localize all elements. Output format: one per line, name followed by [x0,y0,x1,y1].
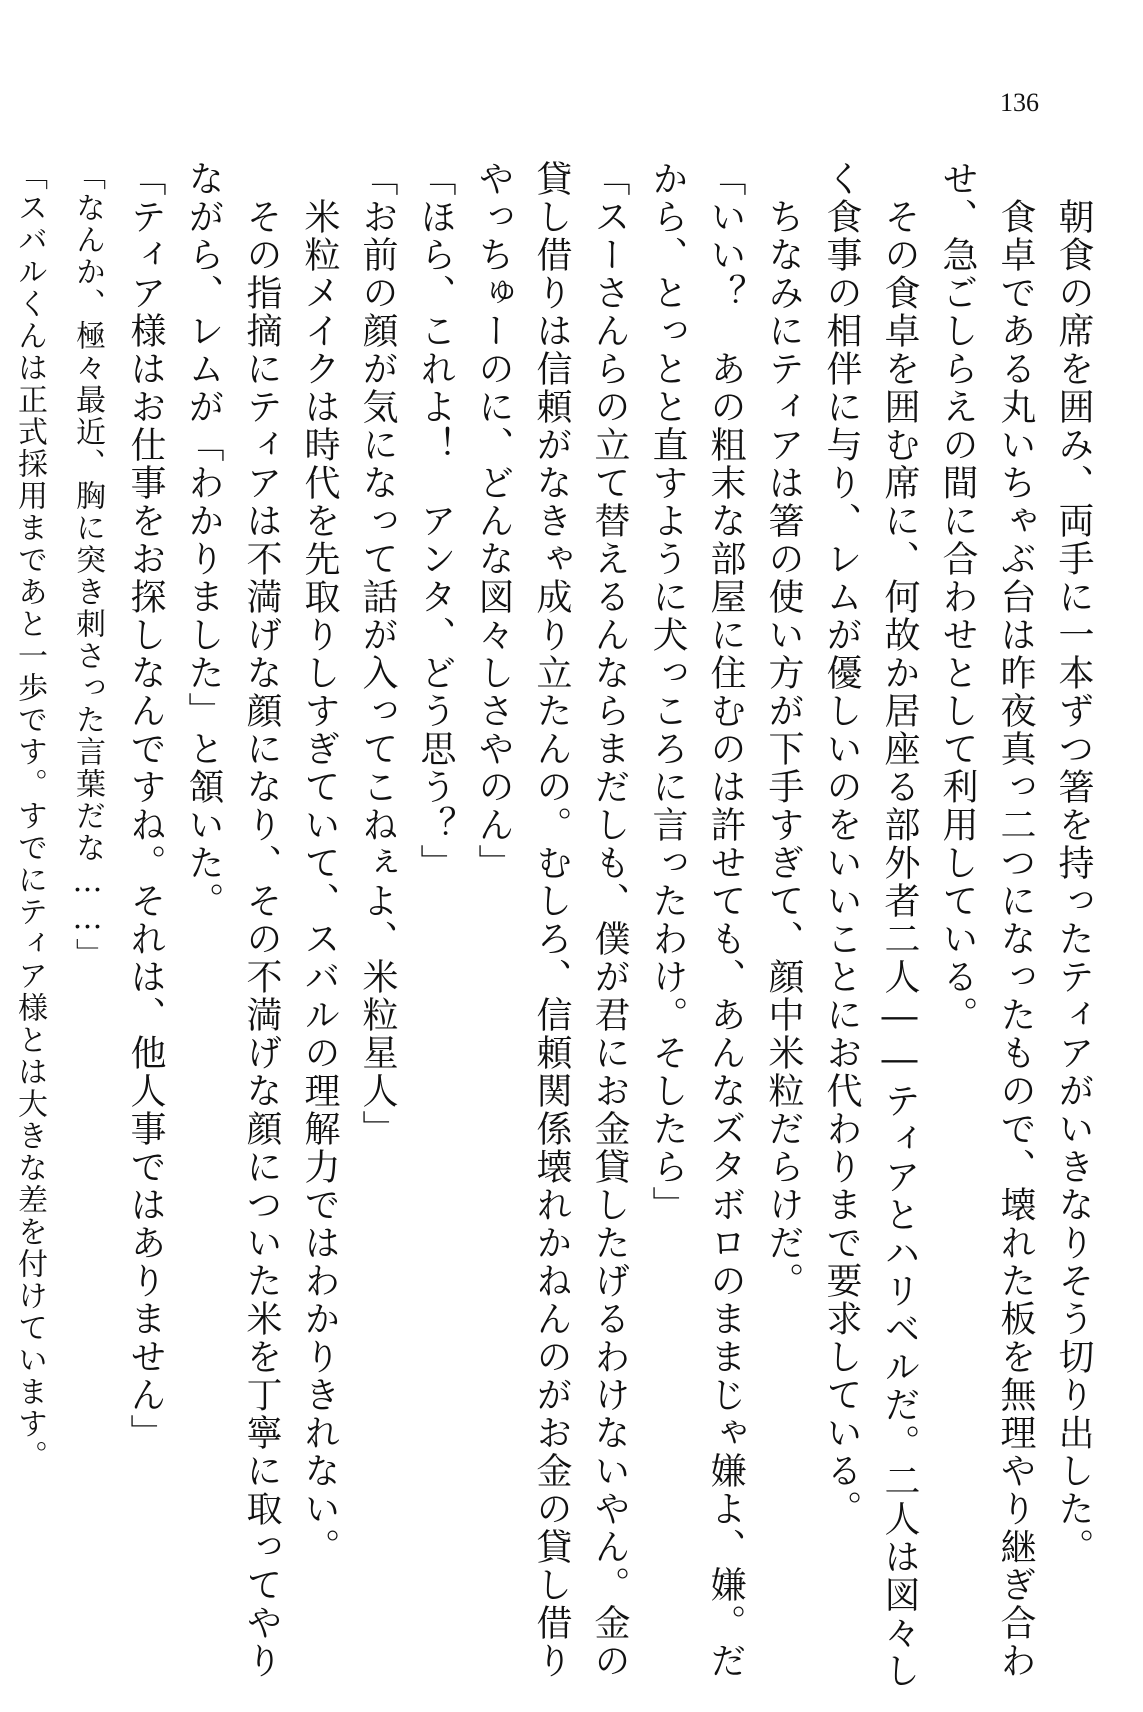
text-line: 貸し借りは信頼がなきゃ成り立たんの。むしろ、信頼関係壊れかねんのがお金の貸し借り [531,160,572,1680]
text-line: から、とっとと直すように犬っころに言ったわけ。そしたら」 [647,160,688,1224]
text-line: 「ティア様はお仕事をお探しなんですね。それは、他人事ではありません」 [125,160,166,1452]
text-line: 「スーさんらの立て替えるんならまだしも、僕が君にお金貸したげるわけないやん。金の [589,160,630,1680]
text-line: 「ほら、これよ！ アンタ、どう思う？」 [415,160,456,882]
text-line: ながら、レムが「わかりました」と頷いた。 [183,160,224,920]
page-number: 136 [1000,88,1039,117]
text-line: 米粒メイクは時代を先取りしすぎていて、スバルの理解力ではわかりきれない。 [299,160,340,1566]
text-line: 「スバルくんは正式採用まであと一歩です。すでにティア様とは大きな差を付けています。 [12,160,47,1472]
text-line: その食卓を囲む席に、何故か居座る部外者二人――ティアとハリベルだ。二人は図々し [879,160,920,1690]
text-line: その指摘にティアは不満げな顔になり、その不満げな顔についた米を丁寧に取ってやり [241,160,282,1680]
text-line: 「お前の顔が気になって話が入ってこねぇよ、米粒星人」 [357,160,398,1148]
text-line: 「なんか、極々最近、胸に突き刺さった言葉だな……」 [70,160,105,970]
text-line: 「いい？ あの粗末な部屋に住むのは許せても、あんなズタボロのままじゃ嫌よ、嫌。だ [705,160,746,1680]
text-line: く食事の相伴に与り、レムが優しいのをいいことにお代わりまで要求している。 [821,160,862,1528]
text-line: 食卓である丸いちゃぶ台は昨夜真っ二つになったもので、壊れた板を無理やり継ぎ合わ [995,160,1036,1680]
text-line: ちなみにティアは箸の使い方が下手すぎて、顔中米粒だらけだ。 [763,160,804,1300]
text-line: やっちゅーのに、どんな図々しさやのん」 [473,160,514,882]
body-text [12,160,1095,1690]
text-line: 朝食の席を囲み、両手に一本ずつ箸を持ったティアがいきなりそう切り出した。 [1053,160,1094,1566]
text-line: せ、急ごしらえの間に合わせとして利用している。 [937,160,978,1034]
